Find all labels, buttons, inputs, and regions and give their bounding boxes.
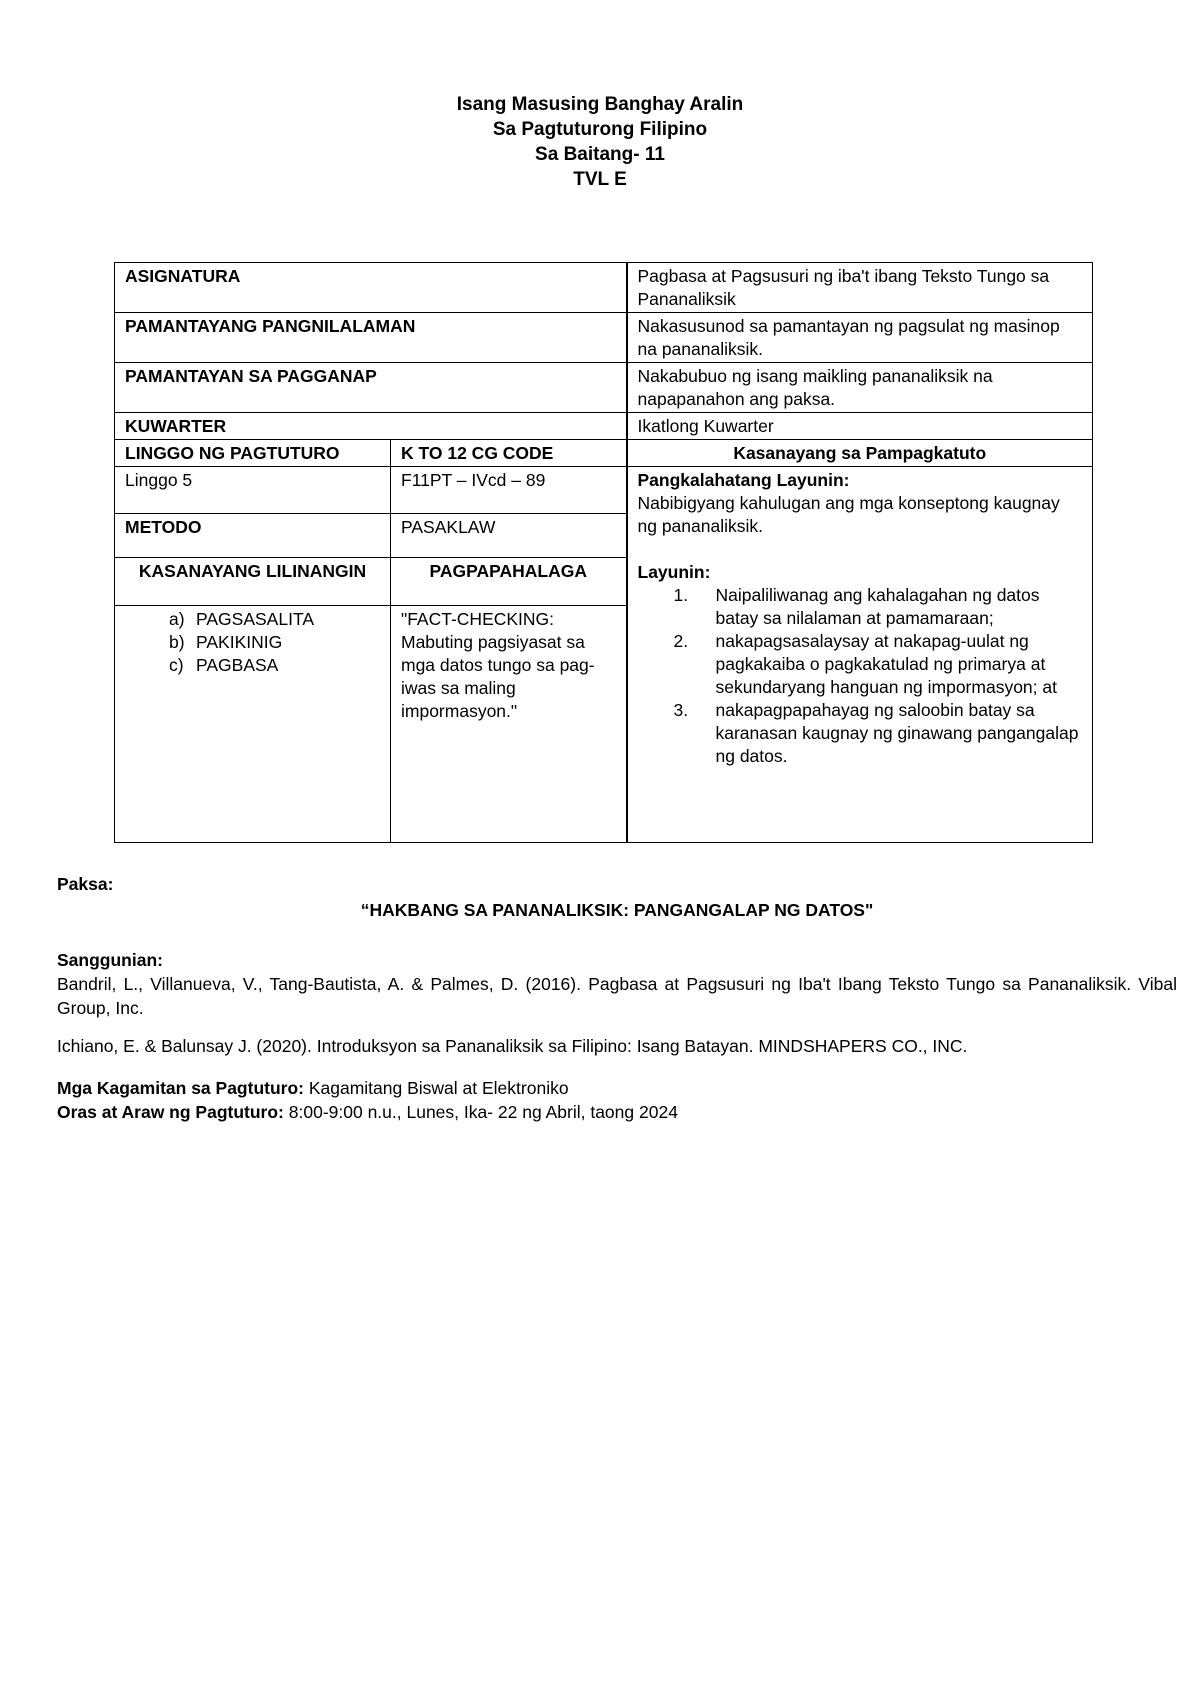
k12-code-label: K TO 12 CG CODE xyxy=(391,440,627,467)
kasanayan-header: Kasanayang sa Pampagkatuto xyxy=(627,440,1093,467)
layunin-list xyxy=(638,584,1083,768)
oras-label: Oras at Araw ng Pagtuturo: xyxy=(57,1102,284,1122)
kasanayang-lilinangin-label: KASANAYANG LILINANGIN xyxy=(115,558,391,606)
linggo-label: LINGGO NG PAGTUTURO xyxy=(115,440,391,467)
document-title xyxy=(0,92,1200,192)
layunin-label: Layunin: xyxy=(637,562,711,582)
paksa-label: Paksa: xyxy=(57,874,114,894)
pangkalahatang-layunin-value: Nabibigyang kahulugan ang mga konseptong kaugnay ng pananaliksik. xyxy=(637,493,1060,536)
linggo-value: Linggo 5 xyxy=(115,467,391,514)
reference-2: Ichiano, E. & Balunsay J. (2020). Introduksyon sa Pananaliksik sa Filipino: Isang Batayan. MINDSHAPERS CO., INC. xyxy=(57,1036,968,1056)
sanggunian-label: Sanggunian: xyxy=(57,950,163,970)
title-line-3: Sa Baitang- 11 xyxy=(535,144,665,165)
list-item: 3. nakapagpapahayag ng saloobin batay sa karanasan kaugnay ng ginawang pangangalap ng datos. xyxy=(673,700,1079,766)
metodo-label: METODO xyxy=(115,514,391,558)
list-item: 2. nakapagsasalaysay at nakapag-uulat ng pagkakaiba o pagkakatulad ng primarya at sekundaryang hanguan ng impormasyon; at xyxy=(673,631,1057,697)
list-item: c) PAGBASA xyxy=(169,655,279,675)
asignatura-value: Pagbasa at Pagsusuri ng iba't ibang Teksto Tungo sa Pananaliksik xyxy=(627,263,1093,313)
list-item: 1. Naipaliliwanag ang kahalagahan ng datos batay sa nilalaman at pamamaraan; xyxy=(673,585,1040,628)
metodo-value: PASAKLAW xyxy=(391,514,627,558)
kagamitan-line xyxy=(57,1076,1177,1100)
pamantayang-pangnilalaman-value: Nakasusunod sa pamantayan ng pagsulat ng masinop na pananaliksik. xyxy=(627,313,1093,363)
pamantayan-sa-pagganap-label: PAMANTAYAN SA PAGGANAP xyxy=(115,363,627,413)
skills-list xyxy=(125,608,380,677)
learning-objectives-cell xyxy=(627,467,1093,843)
pangkalahatang-layunin-label: Pangkalahatang Layunin: xyxy=(637,470,850,490)
k12-code-value: F11PT – IVcd – 89 xyxy=(391,467,627,514)
oras-value: 8:00-9:00 n.u., Lunes, Ika- 22 ng Abril, taong 2024 xyxy=(283,1102,678,1122)
skills-cell xyxy=(115,606,391,843)
asignatura-label: ASIGNATURA xyxy=(115,263,627,313)
paksa-title: “HAKBANG SA PANANALIKSIK: PANGANGALAP NG DATOS" xyxy=(360,900,874,920)
title-line-1: Isang Masusing Banghay Aralin xyxy=(456,94,744,115)
oras-line xyxy=(57,1100,1177,1124)
lesson-plan-table xyxy=(114,262,1093,843)
kuwarter-value: Ikatlong Kuwarter xyxy=(627,413,1093,440)
pagpapahalaga-value: "FACT-CHECKING: Mabuting pagsiyasat sa mga datos tungo sa pag-iwas sa maling impormasyon." xyxy=(391,606,627,843)
title-line-4: TVL E xyxy=(573,169,627,190)
kagamitan-label: Mga Kagamitan sa Pagtuturo: xyxy=(57,1078,304,1098)
title-line-2: Sa Pagtuturong Filipino xyxy=(492,119,708,140)
document-body xyxy=(57,872,1177,1124)
reference-1: Bandril, L., Villanueva, V., Tang-Bautista, A. & Palmes, D. (2016). Pagbasa at Pagsusuri ng Iba't Ibang Teksto Tungo sa Pananaliksik. Vibal Group, Inc. xyxy=(57,974,1177,1018)
list-item: a) PAGSASALITA xyxy=(169,609,315,629)
pamantayang-pangnilalaman-label: PAMANTAYANG PANGNILALAMAN xyxy=(115,313,627,363)
pamantayan-sa-pagganap-value: Nakabubuo ng isang maikling pananaliksik na napapanahon ang paksa. xyxy=(627,363,1093,413)
kuwarter-label: KUWARTER xyxy=(115,413,627,440)
pagpapahalaga-label: PAGPAPAHALAGA xyxy=(391,558,627,606)
kagamitan-value: Kagamitang Biswal at Elektroniko xyxy=(303,1078,569,1098)
list-item: b) PAKIKINIG xyxy=(169,632,283,652)
